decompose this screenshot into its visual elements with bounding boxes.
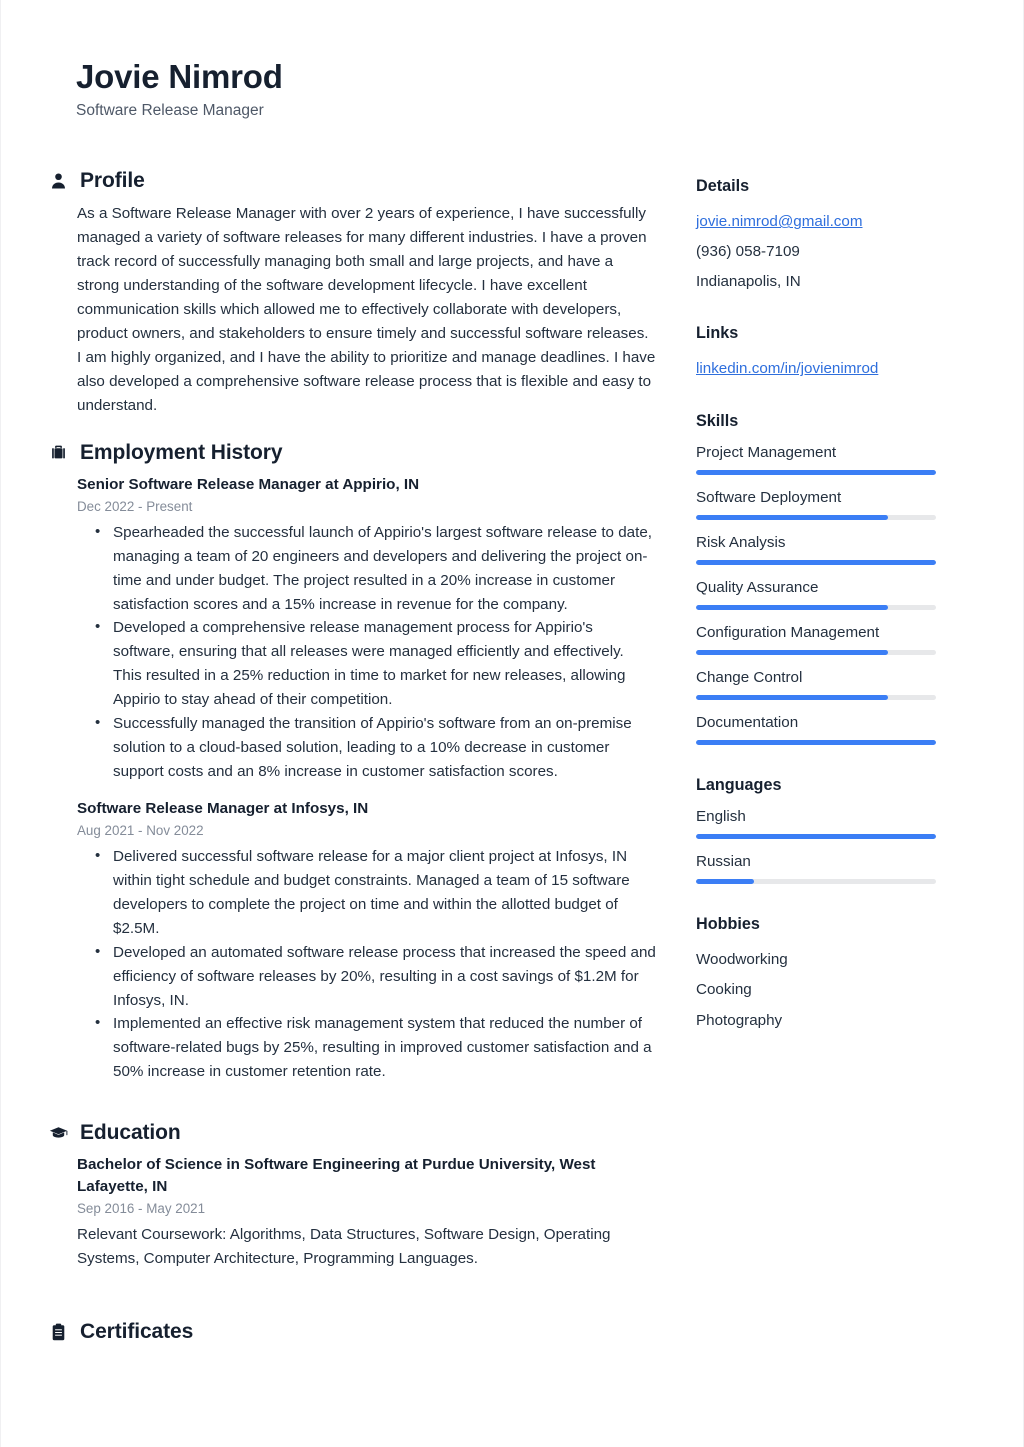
sidebar-skills-title: Skills (696, 411, 739, 430)
employment-entry (77, 474, 656, 784)
candidate-name: Jovie Nimrod (76, 58, 283, 95)
section-education-title: Education (80, 1121, 181, 1145)
linkedin-link[interactable]: linkedin.com/in/jovienimrod (696, 360, 879, 378)
language-meter-fill (696, 834, 936, 839)
sidebar-hobbies (696, 914, 944, 1036)
employment-entry-bullets (77, 845, 656, 1084)
skill-label: Configuration Management (696, 623, 880, 641)
section-profile-heading (48, 168, 656, 193)
skill-label: Risk Analysis (696, 533, 786, 551)
employment-entry (77, 798, 656, 1084)
section-education (48, 1120, 656, 1271)
sidebar-hobbies-title: Hobbies (696, 914, 760, 933)
employment-entry-date: Dec 2022 - Present (77, 498, 193, 514)
clipboard-icon (48, 1321, 68, 1343)
hobby-item: Woodworking (696, 951, 788, 969)
candidate-job-title: Software Release Manager (76, 101, 264, 119)
resume-columns (0, 168, 1024, 1293)
list-item: • Implemented an effective risk management system that reduced the number of software-related bugs by 25%, resulting in improved customer satisfaction and a 50% increase in customer retention rate. (113, 1012, 656, 1084)
skill-meter-fill (696, 560, 936, 565)
skill-meter-fill (696, 695, 888, 700)
sidebar-links-title: Links (696, 324, 739, 343)
section-certificates-title: Certificates (80, 1319, 194, 1343)
skill-meter-track (696, 560, 936, 565)
section-employment-title: Employment History (80, 440, 283, 464)
skill-item (696, 622, 944, 655)
section-employment-body (48, 474, 656, 1084)
section-profile (48, 168, 656, 418)
sidebar-details (696, 176, 944, 297)
skill-meter-fill (696, 470, 936, 475)
sidebar-languages (696, 775, 944, 884)
skill-meter-fill (696, 740, 936, 745)
list-item: • Developed a comprehensive release management process for Appirio's software, ensuring that all releases were managed efficiently and effectively. This resulted in a 25% reduction in time to market for new releases, allowing Appirio to stay ahead of their competition. (113, 616, 656, 712)
skill-label: Change Control (696, 668, 803, 686)
section-profile-body (48, 202, 656, 417)
section-education-body (48, 1154, 656, 1270)
language-label: Russian (696, 852, 751, 870)
skill-meter-fill (696, 515, 888, 520)
skill-item (696, 577, 944, 610)
education-entry-title: Bachelor of Science in Software Engineering at Purdue University, West Lafayette, IN (77, 1156, 596, 1196)
briefcase-icon (48, 441, 68, 463)
skill-item (696, 667, 944, 700)
main-column (48, 168, 656, 1293)
sidebar-column (696, 168, 944, 1062)
hobby-item: Photography (696, 1011, 783, 1029)
sidebar-languages-title: Languages (696, 775, 782, 794)
skill-meter-fill (696, 650, 888, 655)
section-employment (48, 440, 656, 1085)
graduation-cap-icon (48, 1122, 68, 1144)
skill-meter-fill (696, 605, 888, 610)
skill-item (696, 487, 944, 520)
skill-meter-track (696, 605, 936, 610)
sidebar-details-title: Details (696, 177, 750, 196)
skill-meter-track (696, 515, 936, 520)
skill-item (696, 712, 944, 745)
sidebar-links (696, 323, 944, 384)
location: Indianapolis, IN (696, 273, 801, 291)
user-icon (48, 170, 68, 192)
list-item: • Developed an automated software release process that increased the speed and efficiency of software releases by 20%, resulting in a cost savings of $1.2M for Infosys, IN. (113, 941, 656, 1013)
skill-item (696, 442, 944, 475)
hobby-item: Cooking (696, 981, 752, 999)
section-certificates (0, 1319, 1024, 1344)
phone-number: (936) 058-7109 (696, 243, 800, 261)
profile-text: As a Software Release Manager with over 2 years of experience, I have successfully managed a variety of software releases for many different industries. I have a proven track record of successfully managing both small and large projects, and have a strong understanding of the software development lifecycle. I have excellent communication skills which allowed me to effectively collaborate with developers, product owners, and stakeholders to ensure timely and successful software releases. I am highly organized, and I have the ability to prioritize and manage deadlines. I have also developed a comprehensive software release process that is flexible and easy to understand. (77, 205, 656, 414)
section-employment-heading (48, 440, 656, 465)
language-meter-fill (696, 879, 754, 884)
skill-meter-track (696, 650, 936, 655)
skill-meter-track (696, 695, 936, 700)
skill-item (696, 532, 944, 565)
employment-entry-bullets (77, 521, 656, 784)
list-item: • Successfully managed the transition of Appirio's software from an on-premise solution to a cloud-based solution, leading to a 10% decrease in customer support costs and an 8% increase in customer satisfaction scores. (113, 712, 656, 784)
section-certificates-heading (48, 1319, 1024, 1344)
language-item (696, 806, 944, 839)
skill-meter-track (696, 740, 936, 745)
employment-entry-date: Aug 2021 - Nov 2022 (77, 822, 204, 838)
education-entry-description: Relevant Coursework: Algorithms, Data Structures, Software Design, Operating Systems, Computer Architecture, Programming Languages. (77, 1226, 611, 1267)
language-item (696, 851, 944, 884)
skill-label: Quality Assurance (696, 578, 819, 596)
employment-entry-title: Senior Software Release Manager at Appirio, IN (77, 475, 420, 493)
employment-entry-title: Software Release Manager at Infosys, IN (77, 800, 369, 818)
sidebar-skills (696, 411, 944, 745)
skill-label: Project Management (696, 443, 837, 461)
education-entry (77, 1154, 656, 1270)
skill-meter-track (696, 470, 936, 475)
list-item: • Spearheaded the successful launch of Appirio's largest software release to date, managing a team of 20 engineers and developers and delivering the project on-time and under budget. The project resulted in a 20% increase in customer satisfaction scores and a 15% increase in revenue for the company. (113, 521, 656, 617)
list-item: • Delivered successful software release for a major client project at Infosys, IN within tight schedule and budget constraints. Managed a team of 15 software developers to complete the project on time and within the allotted budget of $2.5M. (113, 845, 656, 941)
language-label: English (696, 807, 746, 825)
skill-label: Documentation (696, 713, 799, 731)
language-meter-track (696, 879, 936, 884)
language-meter-track (696, 834, 936, 839)
education-entry-date: Sep 2016 - May 2021 (77, 1200, 206, 1216)
section-profile-title: Profile (80, 169, 145, 193)
section-education-heading (48, 1120, 656, 1145)
email-link[interactable]: jovie.nimrod@gmail.com (696, 213, 863, 231)
resume-header (0, 0, 1024, 121)
skill-label: Software Deployment (696, 488, 842, 506)
